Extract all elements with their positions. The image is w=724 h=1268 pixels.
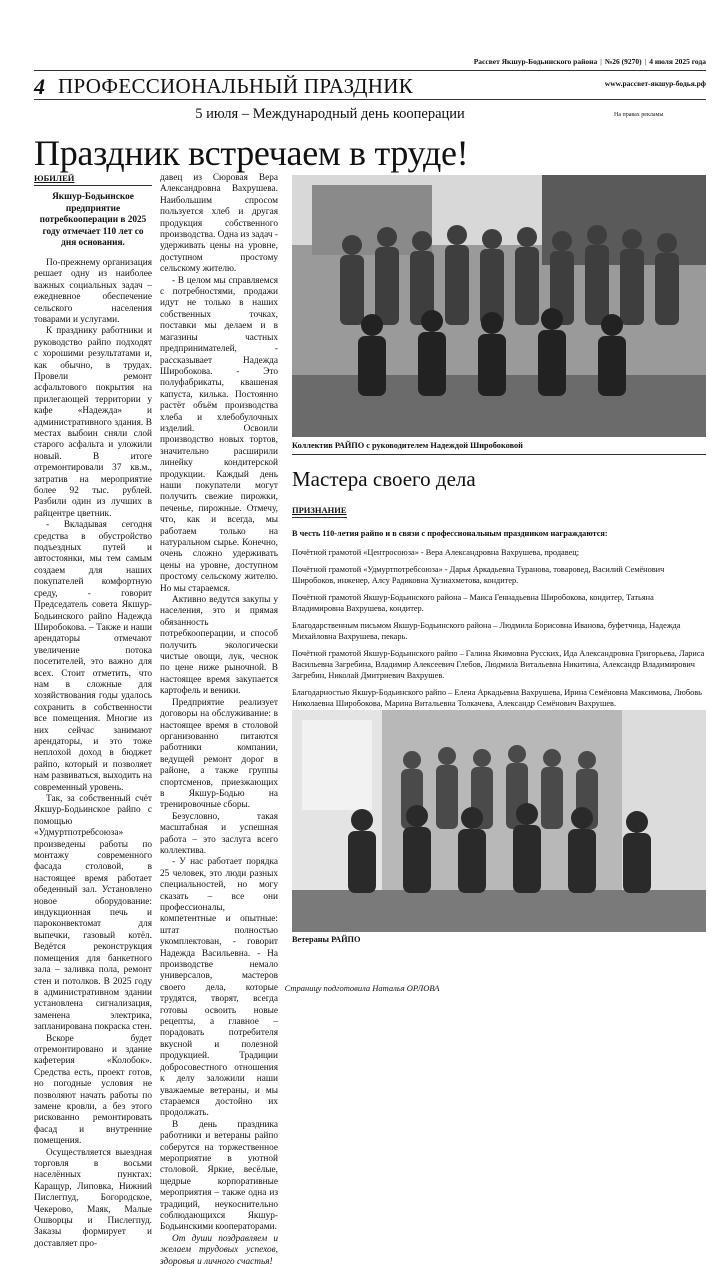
award-item: Почётной грамотой Якшур-Бодьинского райпо – Галина Якимовна Русских, Ида Александровна Григорьева, Лариса Васильевна Загребина, Владимир Алексеевич Глебов, Людмила Витальевна Никитина, Александр Владимирович Загребин, Николай Дмитриевич Вахрушев. — [292, 649, 705, 680]
article-rubric: ЮБИЛЕЙ — [34, 173, 152, 186]
paragraph: Так, за собственный счёт Якшур-Бодьинское райпо с помощью «Удмуртпотребсоюза» произведены работы по монтажу современного фасада столовой, в настоящее время работает обеденный зал. Установлено новое оборудование: индукционная печь и пароконвектомат для выпечки, газовый котёл. Ведётся реконструкция помещения для банкетного зала – заливка пола, ремонт стен и потолков. В 2025 году в административном здании установлена сигнализация, заменена электрика, запланирована покраска стен. — [34, 794, 152, 1033]
paragraph: - В целом мы справляемся с потребностями, продажи идут не только в наших собственных точках, поставки мы делаем и в магазины частных предпринимателей, - рассказывает Надежда Широбокова. - Это полуфабрикаты, квашеная капуста, килька. Постоянно растёт объём производства хлеба и хлебобулочных изделий. Освоили производство новых тортов, значительно расширили линейку кондитерской продукции. Каждый день наши покупатели могут получить свежие пирожки, печенье, пирожные. Отмечу, что, как и всегда, мы работаем только на натуральном сырье. Конечно, очень сложно удерживать цены на уровне, доступном простому сельскому жителю. Но мы стараемся. — [160, 275, 278, 594]
paragraph: Безусловно, такая масштабная и успешная работа – это заслуга всего коллектива. — [160, 811, 278, 856]
veterans-photo-caption: Ветераны РАЙПО — [292, 935, 361, 944]
paragraph: В день праздника работники и ветераны райпо соберутся на торжественное мероприятие в уютной столовой. Яркие, весёлые, щедрые корпоративные мероприятия – также одна из традиций, неукоснительно соблюдающихся Якшур-Бодьинскими кооператорами. — [160, 1119, 278, 1233]
subheading: 5 июля – Международный день кооперации — [195, 106, 465, 122]
paragraph: давец из Сюровая Вера Александровна Вахрушева. Наибольшим спросом пользуется хлеб и другая продукция собственного производства. Одна из задач - удерживать цены на уровне, доступном простому сельскому жителю. — [160, 173, 278, 275]
section-rule — [34, 99, 706, 100]
headline: Праздник встречаем в труде! — [34, 133, 469, 173]
paragraph: Активно ведутся закупы у населения, это и прямая обязанность потребкооперации, и способ получить экологически чистые овощи, лук, чеснок по цене ниже рыночной. В настоящее время закупается картофель и веники. — [160, 595, 278, 697]
veterans-group-photo — [292, 710, 706, 932]
paragraph: По-прежнему организация решает одну из наиболее важных социальных задач – ежедневное обеспечение сельского населения товарами и услугами. — [34, 257, 152, 325]
staff-group-photo — [292, 175, 706, 437]
issue-number: №26 (9270) — [604, 57, 642, 66]
paragraph: Предприятие реализует договоры на обслуживание: в настоящее время в столовой организованно питаются работники компании, ведущей ремонт дорог в районе, а также группы спортсменов, приезжающих в Якшур-Бодью на тренировочные сборы. — [160, 697, 278, 811]
award-item: Почётной грамотой Якшур-Бодьинского района – Маиса Геннадьевна Широбокова, кондитер, Татьяна Владимировна Вахрушева, кондитер. — [292, 593, 654, 613]
paragraph: Осуществляется выездная торговля в восьми населённых пунктах: Каращур, Липовка, Нижний Пислегпуд, Богородское, Чекерово, Маяк, Малые Ошворцы и Пислегпуд. Заказы формирует и доставляет про- — [34, 1147, 152, 1249]
paragraph: - У нас работает порядка 25 человек, это люди разных специальностей, но могу сказать – все они профессионалы, компетентные и опытные: штат полностью укомплектован, - говорит Надежда Васильевна. - На производстве немало универсалов, мастеров своего дела, которые трудятся, творят, всегда готовы освоить новые рецепты, а главное – порадовать потребителя вкусной и полезной продукцией. Традиции добросовестного отношения к делу заложили наши уважаемые ветераны, и мы стараемся достойно их продолжать. — [160, 857, 278, 1119]
paragraph: Вскоре будет отремонтировано и здание кафетерия «Колобок». Средства есть, проект готов, но погодные условия не позволяют начать работы по замене кровли, а без этого рискованно ремонтировать фасад и внутренние помещения. — [34, 1033, 152, 1147]
issue-date: 4 июля 2025 года — [649, 57, 706, 66]
page-footer-credit: Страницу подготовила Наталья ОРЛОВА — [284, 983, 440, 993]
award-item: Почётной грамотой «Удмуртпотребсоюза» - Дарья Аркадьевна Туранова, товаровед, Василий Семёнович Широбоков, инженер, Алсу Радиковна Хузиахметова, кондитер. — [292, 565, 665, 585]
paragraph: - Вкладывая сегодня средства в обустройство подъездных путей и автостоянки, мы тем самым создаем для наших покупателей комфортную среду, - говорит Председатель совета Якшур-Бодьинского райпо Надежда Широбокова. – Также и наши арендаторы отмечают увеличение потока посетителей, это важно для всех. Стоит отметить, что нам в сложные для хозяйствования годы удалось сохранить в собственности все помещения. Многие из них сейчас занимают арендаторы, и это тоже неплохой доход в бюджет райпо, который и позволяет нам развиваться, выходить на современный уровень. — [34, 520, 152, 793]
awards-rubric: ПРИЗНАНИЕ — [292, 505, 347, 518]
paper-name: Рассвет Якшур-Бодьинского района — [473, 57, 598, 66]
article-column-2 — [160, 173, 278, 1268]
caption-rule — [292, 454, 706, 455]
section-title: ПРОФЕССИОНАЛЬНЫЙ ПРАЗДНИК — [58, 74, 414, 98]
paragraph: К празднику работники и руководство райпо подходят с хорошими результатами и, как обычно, в трудах. Провели ремонт асфальтового покрытия на прилегающей территории у кафе «Надежда» и административного здания. В местах выбоин сняли слой старого асфальта и уложили новый. В итоге отремонтировали 37 кв.м., затратив на мероприятие более 92 тыс. рублей. Разбили один из лучших в райцентре цветник. — [34, 326, 152, 519]
article-lead: Якшур-Бодьинское предприятие потребкооперации в 2025 году отмечает 110 лет со дня основания. — [39, 192, 147, 249]
site-url[interactable]: www.рассвет-якшур-бодья.рф — [604, 79, 706, 88]
staff-photo-caption: Коллектив РАЙПО с руководителем Надеждой Широбоковой — [292, 441, 523, 450]
award-item: Благодарственным письмом Якшур-Бодьинского района – Людмила Борисовна Иванова, буфетчица, Надежда Михайловна Вахрушева, пекарь. — [292, 621, 681, 641]
ad-note: На правах рекламы — [614, 112, 664, 118]
awards-intro: В честь 110-летия райпо и в связи с профессиональным праздником награждаются: — [292, 529, 608, 538]
award-item: Благодарностью Якшур-Бодьинского райпо – Елена Аркадьевна Вахрушева, Ирина Семёновна Максимова, Любовь Николаевна Широбокова, Марина Витальевна Толкачева, Александр Семёнович Вахрушев. — [292, 688, 702, 708]
awards-section — [292, 505, 706, 715]
masthead: Рассвет Якшур-Бодьинского района | №26 (9270) | 4 июля 2025 года — [473, 57, 706, 66]
article-column-1 — [34, 173, 152, 1250]
top-rule — [34, 70, 706, 71]
award-item: Почётной грамотой «Центросоюза» - Вера Александровна Вахрушева, продавец; — [292, 548, 580, 557]
awards-heading: Мастера своего дела — [292, 467, 476, 491]
closing-wish: От души поздравляем и желаем трудовых успехов, здоровья и личного счастья! — [160, 1233, 278, 1267]
page-number: 4 — [34, 74, 45, 99]
